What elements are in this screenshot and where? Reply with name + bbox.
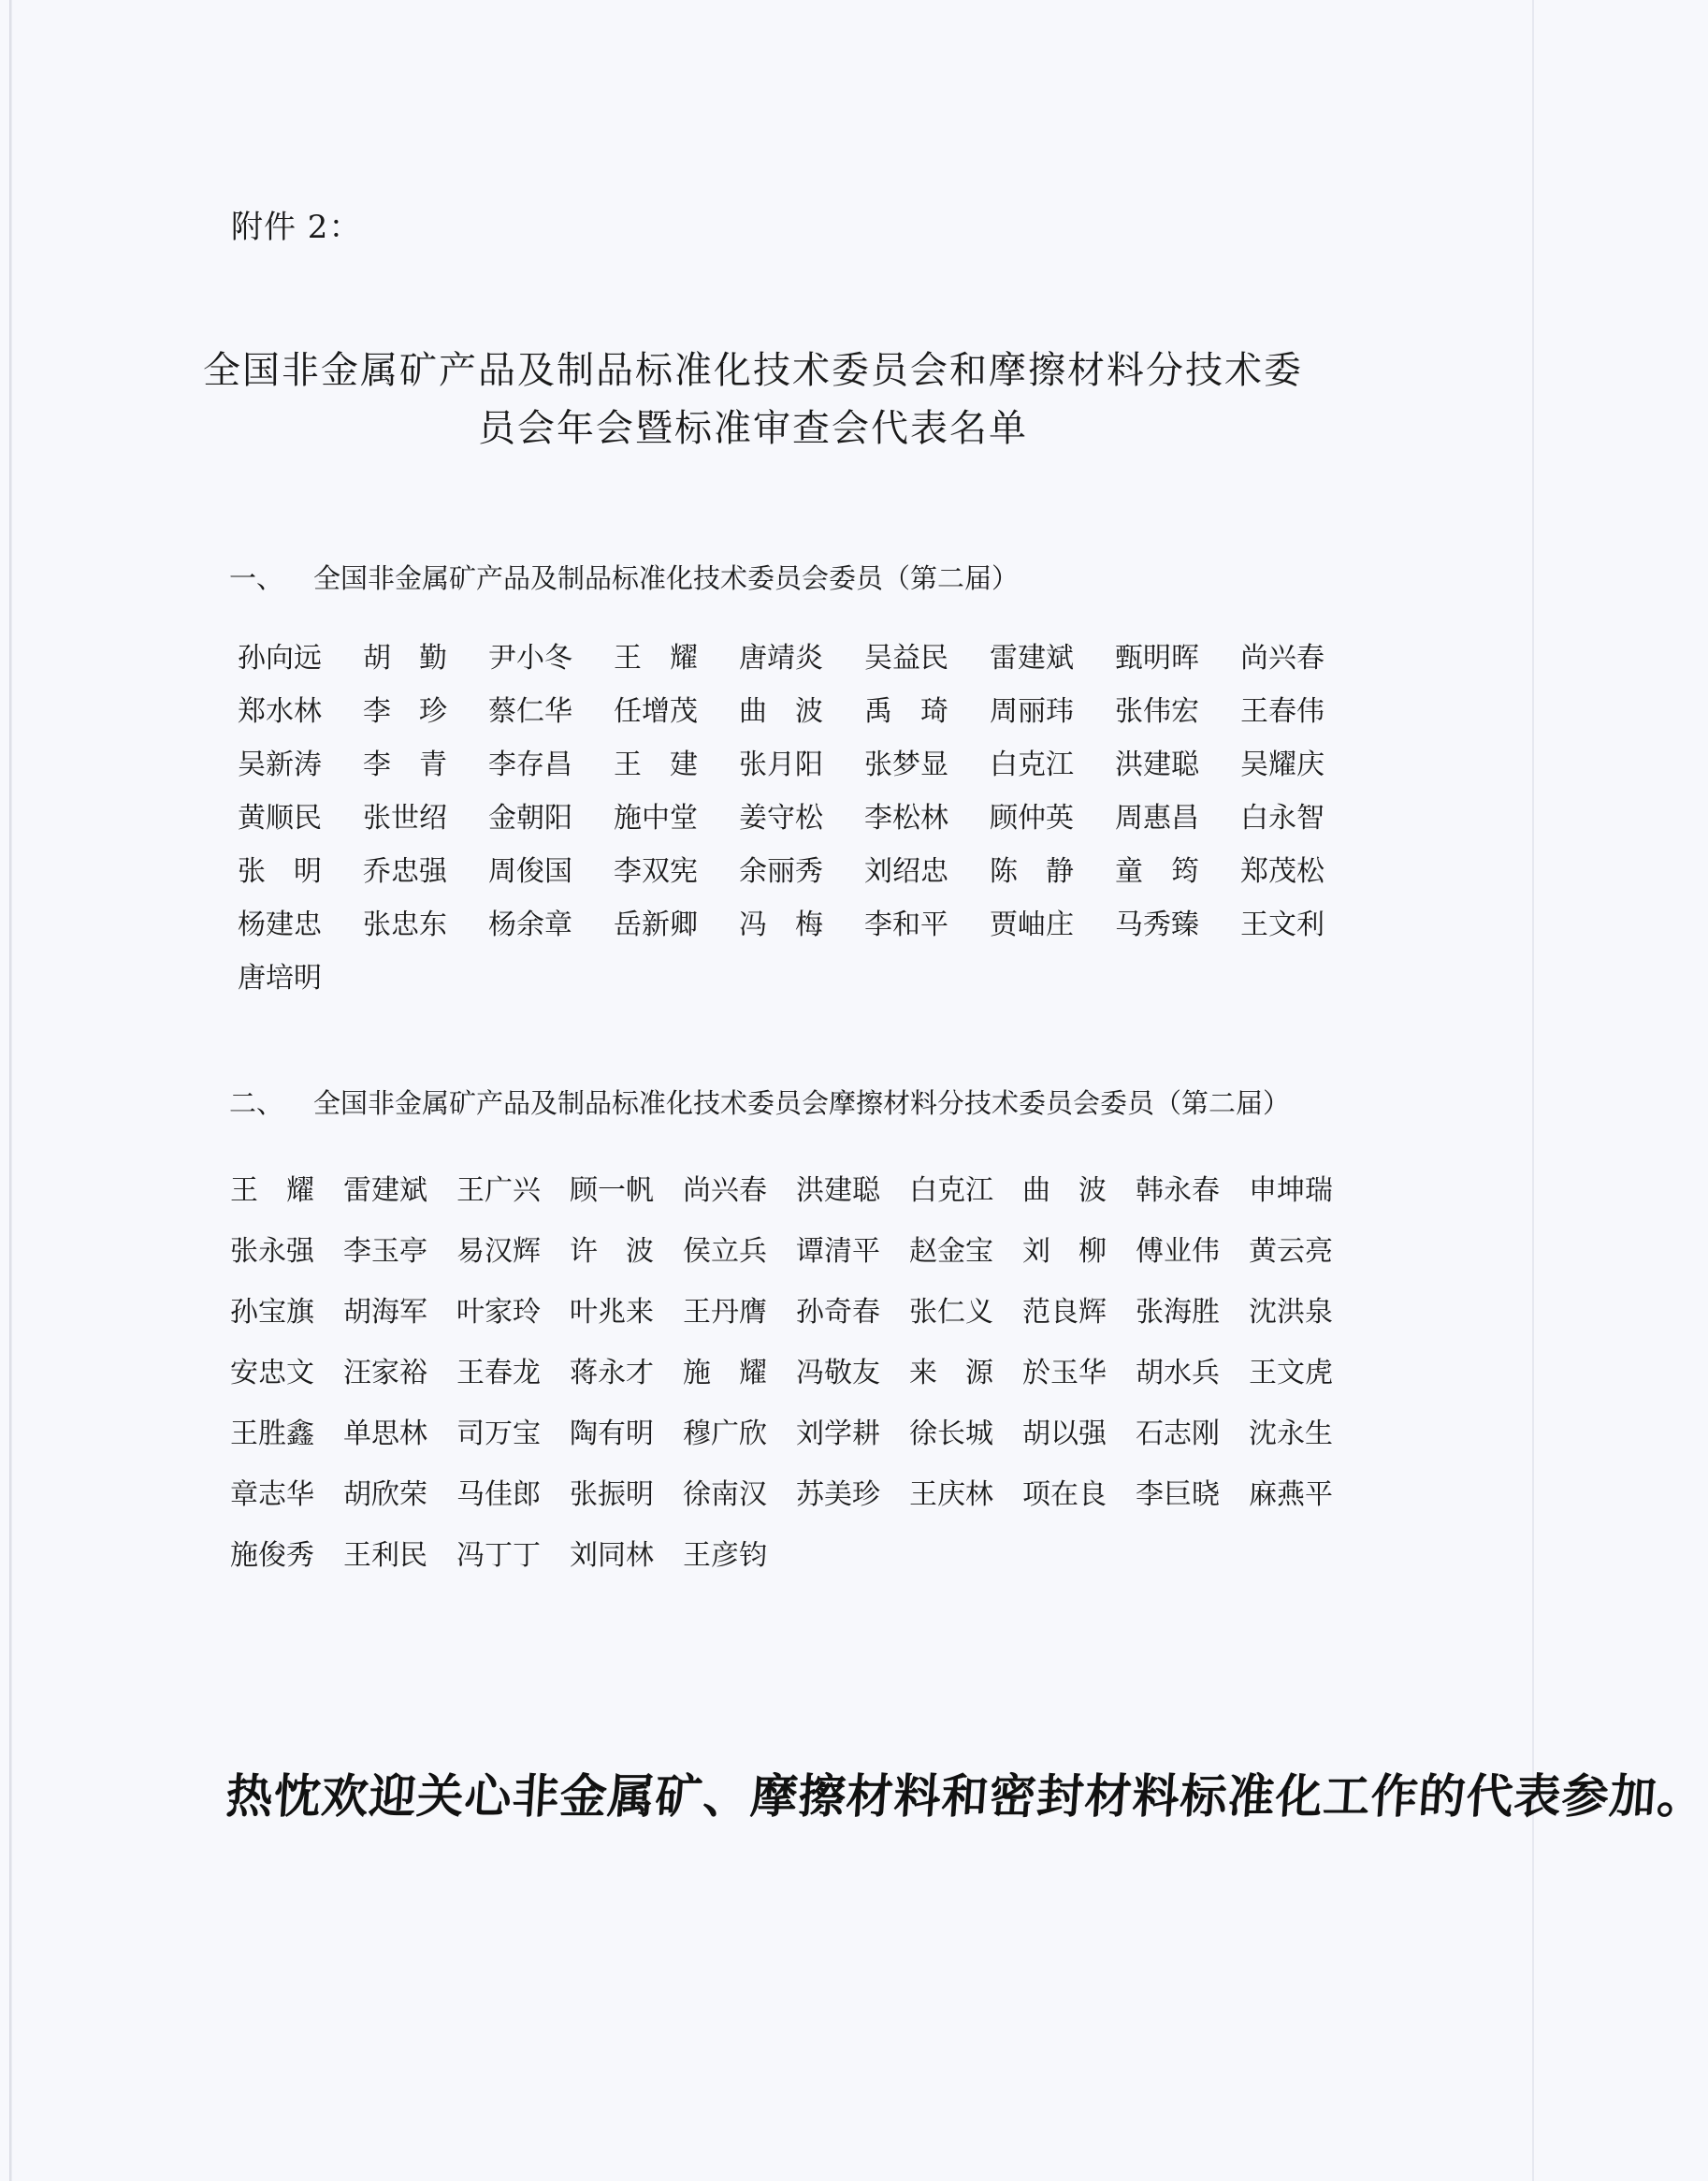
section1-member-name: 顾仲英 — [990, 802, 1074, 835]
section1-member-name: 杨建忠 — [238, 909, 322, 941]
section2-member-name: 孙奇春 — [796, 1296, 880, 1329]
section1-member-name: 雷建斌 — [990, 642, 1074, 675]
section2-member-name: 谭清平 — [796, 1235, 880, 1268]
section2-number: 二、 — [229, 1087, 284, 1119]
section2-member-name: 张仁义 — [909, 1296, 993, 1329]
page-title: 全国非金属矿产品及制品标准化技术委员会和摩擦材料分技术委员会年会暨标准审查会代表名单 — [203, 349, 1303, 450]
section1-member-name: 蔡仁华 — [488, 695, 572, 728]
section1-member-name: 张梦显 — [864, 749, 948, 781]
section1-member-name: 张伟宏 — [1115, 695, 1199, 728]
section2-member-name: 冯丁丁 — [456, 1539, 541, 1572]
section1-member-name: 禹 琦 — [864, 695, 948, 728]
section2-member-name: 王胜鑫 — [230, 1418, 314, 1450]
section2-member-name: 王彦钧 — [683, 1539, 767, 1572]
section2-member-name: 叶家玲 — [456, 1296, 541, 1329]
section2-member-name: 尚兴春 — [683, 1174, 767, 1207]
section1-member-name: 张忠东 — [363, 909, 447, 941]
section1-member-name: 余丽秀 — [739, 855, 823, 888]
section2-member-name: 麻燕平 — [1249, 1478, 1333, 1511]
section2-member-name: 单思林 — [343, 1418, 427, 1450]
section1-member-name: 唐靖炎 — [739, 642, 823, 675]
scan-right-edge — [1532, 0, 1534, 2181]
section2-member-name: 黄云亮 — [1249, 1235, 1333, 1268]
section1-member-name: 张世绍 — [363, 802, 447, 835]
section1-member-name: 杨余章 — [488, 909, 572, 941]
section2-member-name: 王文虎 — [1249, 1357, 1333, 1389]
section1-member-name: 唐培明 — [238, 962, 322, 995]
section2-member-name: 马佳郎 — [456, 1478, 541, 1511]
section2-member-name: 范良辉 — [1022, 1296, 1107, 1329]
section2-member-name: 叶兆来 — [570, 1296, 654, 1329]
section1-member-name: 吴新涛 — [238, 749, 322, 781]
section2-member-name: 沈永生 — [1249, 1418, 1333, 1450]
section1-member-name: 尹小冬 — [488, 642, 572, 675]
section1-member-name: 周惠昌 — [1115, 802, 1199, 835]
section2-member-name: 胡以强 — [1022, 1418, 1107, 1450]
section2-member-name: 张海胜 — [1136, 1296, 1220, 1329]
section2-member-name: 傅业伟 — [1136, 1235, 1220, 1268]
section1-member-name: 孙向远 — [238, 642, 322, 675]
section2-member-name: 沈洪泉 — [1249, 1296, 1333, 1329]
section1-member-name: 童 筠 — [1115, 855, 1199, 888]
section1-member-name: 李松林 — [864, 802, 948, 835]
section2-member-name: 许 波 — [570, 1235, 654, 1268]
section1-member-name: 吴益民 — [864, 642, 948, 675]
section1-member-name: 曲 波 — [739, 695, 823, 728]
section1-member-name: 尚兴春 — [1240, 642, 1324, 675]
section1-member-name: 王春伟 — [1240, 695, 1324, 728]
section2-member-name: 洪建聪 — [796, 1174, 880, 1207]
section1-member-name: 郑茂松 — [1240, 855, 1324, 888]
section2-member-name: 冯敬友 — [796, 1357, 880, 1389]
section1-heading — [229, 558, 1019, 596]
section2-member-name: 施俊秀 — [230, 1539, 314, 1572]
section2-member-name: 安忠文 — [230, 1357, 314, 1389]
section1-member-name: 金朝阳 — [488, 802, 572, 835]
section1-member-name: 张 明 — [238, 855, 322, 888]
section1-member-name: 王文利 — [1240, 909, 1324, 941]
section1-member-name: 贾岫庄 — [990, 909, 1074, 941]
section1-number: 一、 — [229, 562, 284, 594]
section2-member-name: 李玉亭 — [343, 1235, 427, 1268]
section2-member-name: 章志华 — [230, 1478, 314, 1511]
section2-member-name: 於玉华 — [1022, 1357, 1107, 1389]
section2-member-name: 张永强 — [230, 1235, 314, 1268]
section2-member-name: 穆广欣 — [683, 1418, 767, 1450]
section1-member-name: 白永智 — [1240, 802, 1324, 835]
section1-member-name: 岳新卿 — [614, 909, 698, 941]
section2-member-name: 苏美珍 — [796, 1478, 880, 1511]
section1-member-name: 李 珍 — [363, 695, 447, 728]
section2-member-name: 易汉辉 — [456, 1235, 541, 1268]
section1-member-name: 李存昌 — [488, 749, 572, 781]
section2-member-name: 白克江 — [909, 1174, 993, 1207]
section1-member-name: 陈 静 — [990, 855, 1074, 888]
section2-member-name: 侯立兵 — [683, 1235, 767, 1268]
section1-member-name: 刘绍忠 — [864, 855, 948, 888]
section2-member-name: 王广兴 — [456, 1174, 541, 1207]
section1-member-name: 甄明晖 — [1115, 642, 1199, 675]
section2-member-name: 刘 柳 — [1022, 1235, 1107, 1268]
section1-member-name: 白克江 — [990, 749, 1074, 781]
section1-member-name: 周丽玮 — [990, 695, 1074, 728]
section2-member-name: 孙宝旗 — [230, 1296, 314, 1329]
section2-member-name: 赵金宝 — [909, 1235, 993, 1268]
section1-heading-text: 全国非金属矿产品及制品标准化技术委员会委员（第二届） — [313, 562, 1020, 594]
section2-member-name: 石志刚 — [1136, 1418, 1220, 1450]
section2-member-name: 王 耀 — [230, 1174, 314, 1207]
section1-member-name: 任增茂 — [614, 695, 698, 728]
section2-member-name: 汪家裕 — [343, 1357, 427, 1389]
scan-left-edge — [9, 0, 12, 2181]
section2-member-name: 王庆林 — [909, 1478, 993, 1511]
section1-member-name: 马秀臻 — [1115, 909, 1199, 941]
section2-member-name: 司万宝 — [456, 1418, 541, 1450]
section1-member-name: 乔忠强 — [363, 855, 447, 888]
section1-member-name: 王 建 — [614, 749, 698, 781]
section2-member-list — [230, 1172, 1362, 1598]
section2-member-name: 胡海军 — [343, 1296, 427, 1329]
section2-member-name: 刘学耕 — [796, 1418, 880, 1450]
welcome-message: 热忱欢迎关心非金属矿、摩擦材料和密封材料标准化工作的代表参加。 — [224, 1769, 1707, 1824]
attachment-label: 附件 2： — [231, 209, 362, 246]
section2-member-name: 徐南汉 — [683, 1478, 767, 1511]
section1-member-name: 胡 勤 — [363, 642, 447, 675]
section1-member-name: 吴耀庆 — [1240, 749, 1324, 781]
section2-member-name: 王丹膺 — [683, 1296, 767, 1329]
section2-member-name: 顾一帆 — [570, 1174, 654, 1207]
section1-member-name: 李和平 — [864, 909, 948, 941]
section1-member-name: 冯 梅 — [739, 909, 823, 941]
section1-member-name: 李 青 — [363, 749, 447, 781]
section2-member-name: 项在良 — [1022, 1478, 1107, 1511]
section2-member-name: 王利民 — [343, 1539, 427, 1572]
section2-heading-text: 全国非金属矿产品及制品标准化技术委员会摩擦材料分技术委员会委员（第二届） — [313, 1087, 1291, 1119]
section2-member-name: 曲 波 — [1022, 1174, 1107, 1207]
section1-member-name: 姜守松 — [739, 802, 823, 835]
section1-member-name: 周俊国 — [488, 855, 572, 888]
section1-member-name: 郑水林 — [238, 695, 322, 728]
section1-member-name: 张月阳 — [739, 749, 823, 781]
section2-member-name: 来 源 — [909, 1357, 993, 1389]
section2-member-name: 刘同林 — [570, 1539, 654, 1572]
section1-member-name: 李双宪 — [614, 855, 698, 888]
section1-member-name: 王 耀 — [614, 642, 698, 675]
section2-heading — [229, 1083, 1290, 1121]
section2-member-name: 王春龙 — [456, 1357, 541, 1389]
section2-member-name: 徐长城 — [909, 1418, 993, 1450]
section2-member-name: 雷建斌 — [343, 1174, 427, 1207]
section2-member-name: 施 耀 — [683, 1357, 767, 1389]
section2-member-name: 李巨晓 — [1136, 1478, 1220, 1511]
section2-member-name: 张振明 — [570, 1478, 654, 1511]
section1-member-name: 洪建聪 — [1115, 749, 1199, 781]
section1-member-name: 施中堂 — [614, 802, 698, 835]
section2-member-name: 蒋永才 — [570, 1357, 654, 1389]
section2-member-name: 陶有明 — [570, 1418, 654, 1450]
section2-member-name: 胡水兵 — [1136, 1357, 1220, 1389]
section1-member-list — [238, 640, 1366, 1013]
section1-member-name: 黄顺民 — [238, 802, 322, 835]
section2-member-name: 申坤瑞 — [1249, 1174, 1333, 1207]
section2-member-name: 韩永春 — [1136, 1174, 1220, 1207]
section2-member-name: 胡欣荣 — [343, 1478, 427, 1511]
